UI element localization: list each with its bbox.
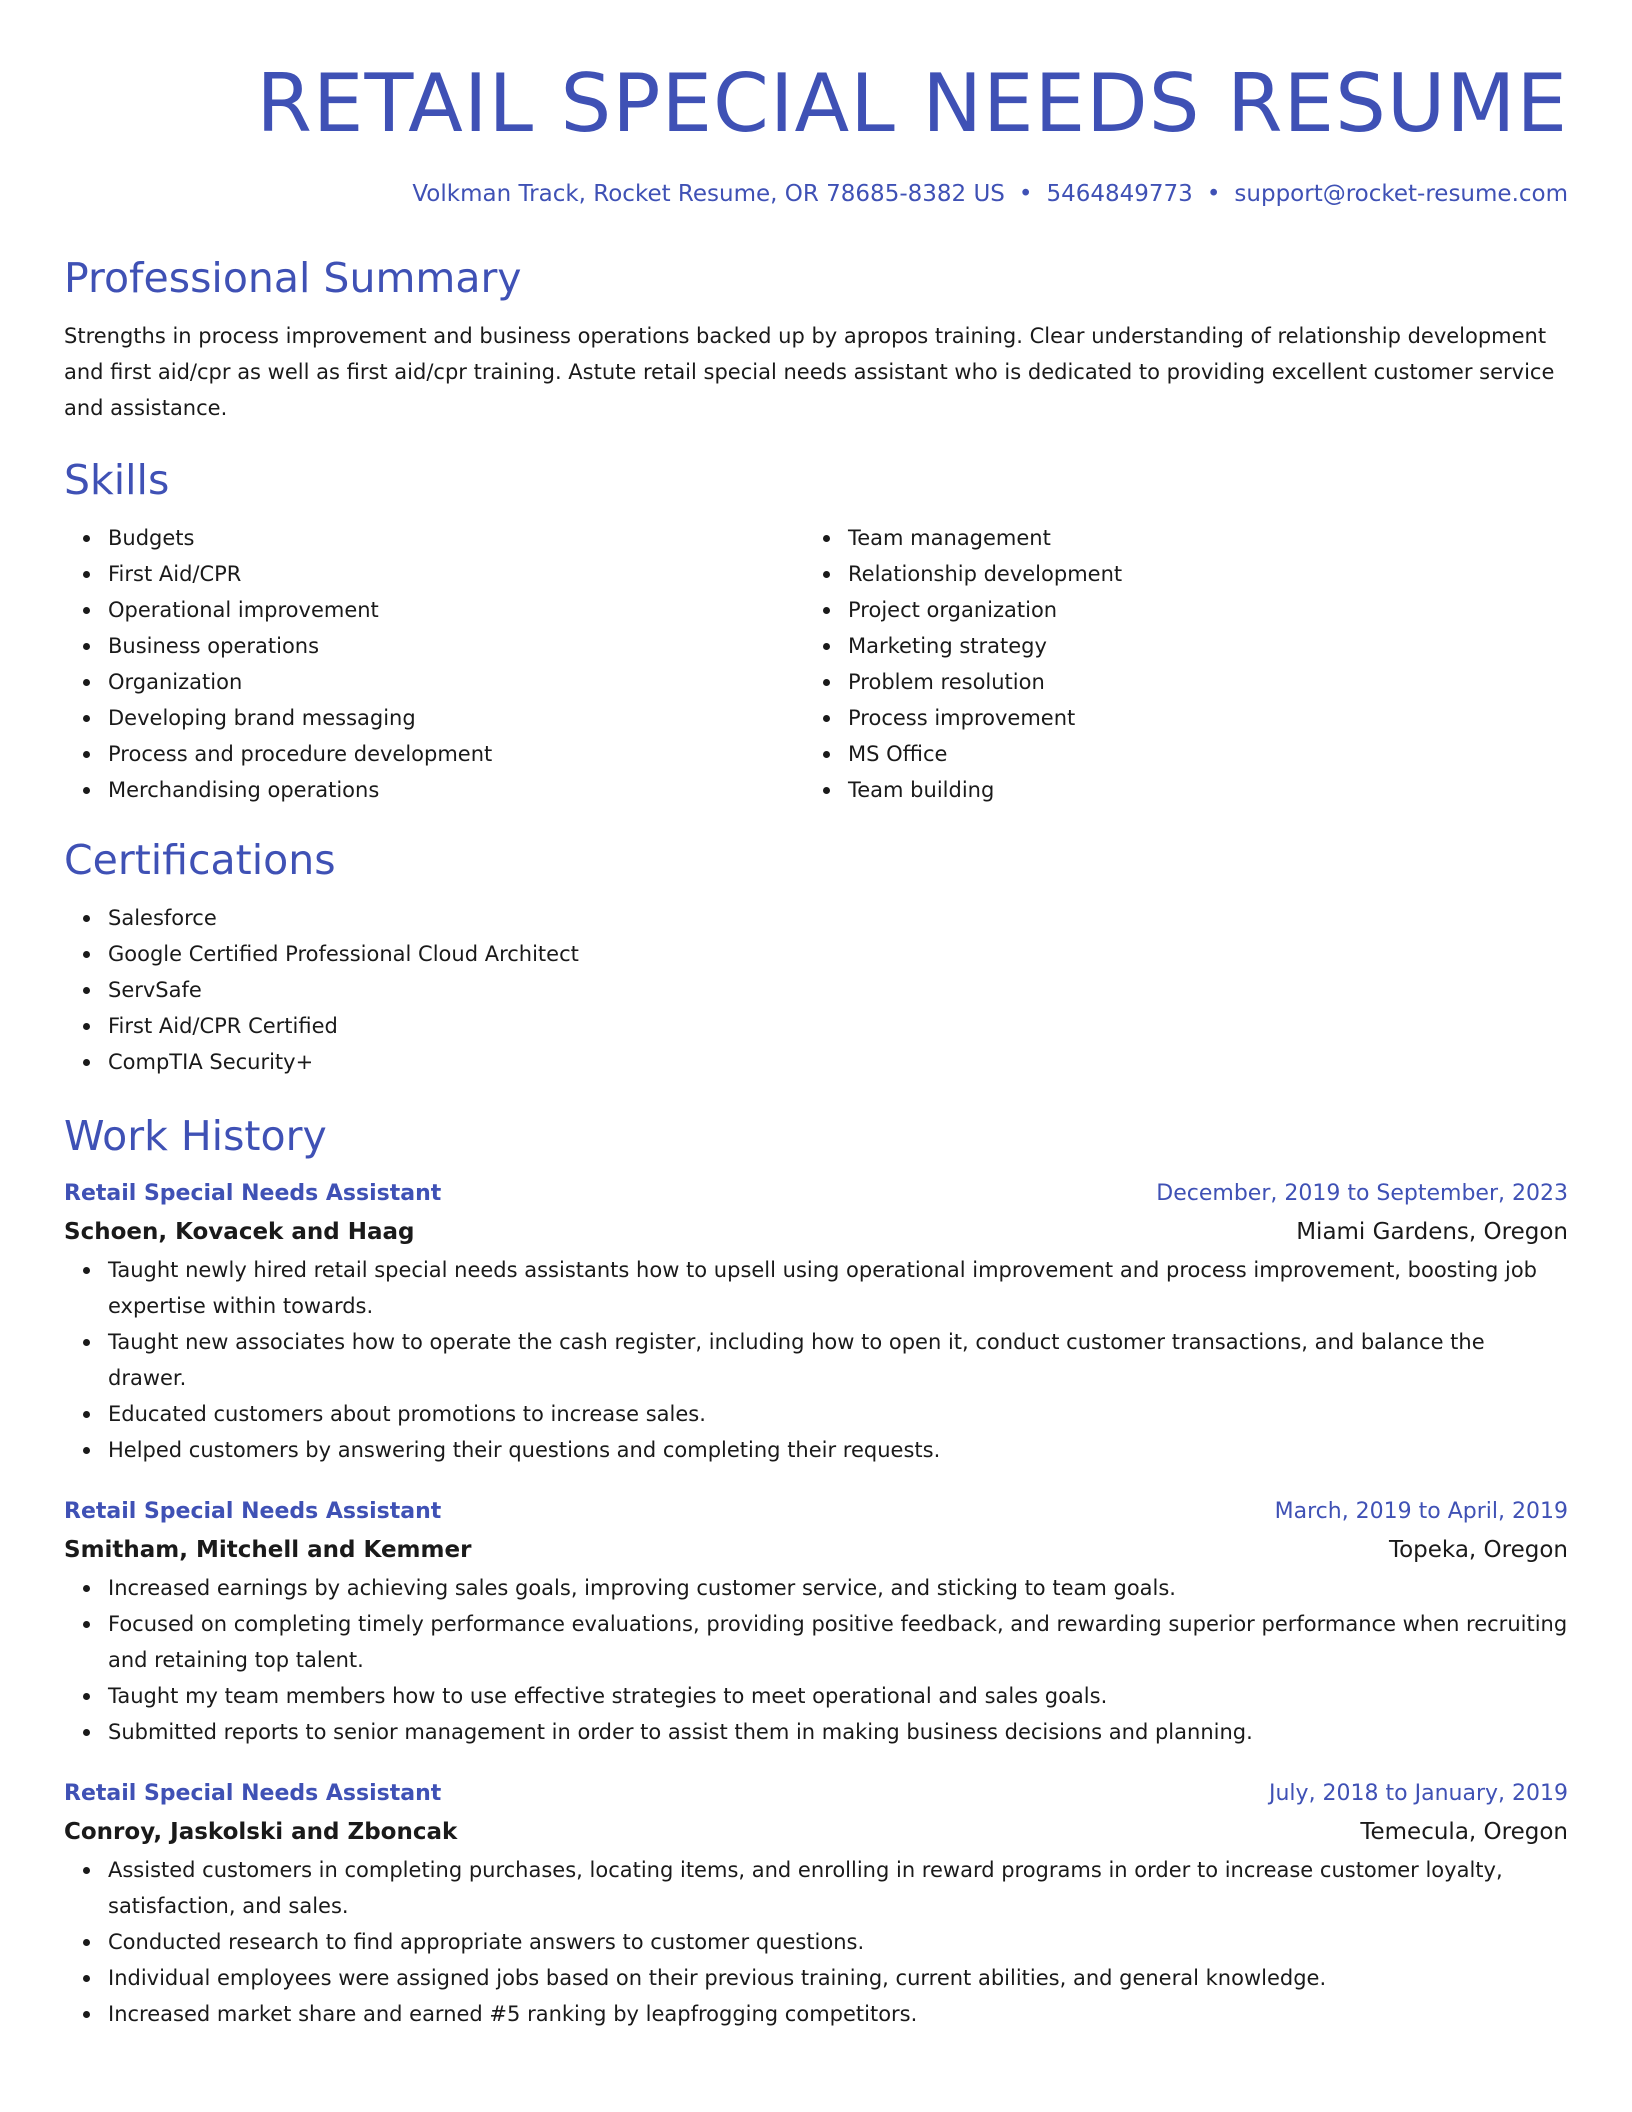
skill-item: Operational improvement: [108, 592, 804, 628]
contact-line: [64, 178, 1568, 210]
certification-item: First Aid/CPR Certified: [108, 1008, 1568, 1044]
contact-separator: •: [1206, 181, 1221, 207]
skill-item: Team building: [848, 772, 1544, 808]
skill-item: Process and procedure development: [108, 736, 804, 772]
skill-item: Merchandising operations: [108, 772, 804, 808]
certification-item: Google Certified Professional Cloud Architect: [108, 936, 1568, 972]
job-dates: July, 2018 to January, 2019: [1269, 1781, 1568, 1806]
job-location: Temecula, Oregon: [1360, 1819, 1568, 1845]
certification-item: ServSafe: [108, 972, 1568, 1008]
skill-item: Team management: [848, 520, 1544, 556]
skill-item: Problem resolution: [848, 664, 1544, 700]
skill-item: Business operations: [108, 628, 804, 664]
job-company: Conroy, Jaskolski and Zboncak: [64, 1819, 458, 1845]
job-title: Retail Special Needs Assistant: [64, 1499, 442, 1524]
resume-title: RETAIL SPECIAL NEEDS RESUME: [256, 57, 1568, 150]
work-history-section: [64, 1110, 1568, 2032]
job-location: Topeka, Oregon: [1388, 1537, 1568, 1563]
job-entry: [64, 1176, 1568, 1468]
job-bullet: Increased earnings by achieving sales goals, improving customer service, and sticking to team goals.: [108, 1570, 1568, 1606]
job-bullet: Submitted reports to senior management in order to assist them in making business decisions and planning.: [108, 1714, 1568, 1750]
skills-left-list: [64, 520, 804, 808]
contact-phone[interactable]: 5464849773: [1046, 181, 1193, 207]
skill-item: First Aid/CPR: [108, 556, 804, 592]
contact-separator: •: [1018, 181, 1033, 207]
job-header: [64, 1494, 1568, 1530]
job-location: Miami Gardens, Oregon: [1296, 1219, 1568, 1245]
job-bullet: Taught newly hired retail special needs assistants how to upsell using operational improvement and process improvement, boosting job expertise within towards.: [108, 1252, 1568, 1324]
job-company: Schoen, Kovacek and Haag: [64, 1219, 415, 1245]
job-bullet: Assisted customers in completing purchases, locating items, and enrolling in reward programs in order to increase customer loyalty, satisfaction, and sales.: [108, 1852, 1568, 1924]
skill-item: Process improvement: [848, 700, 1544, 736]
skills-left-column: [64, 520, 804, 808]
certifications-heading: Certifications: [64, 836, 336, 884]
job-bullet: Conducted research to find appropriate answers to customer questions.: [108, 1924, 1568, 1960]
skill-item: Project organization: [848, 592, 1544, 628]
job-dates: December, 2019 to September, 2023: [1156, 1181, 1568, 1206]
work-history-heading: Work History: [64, 1112, 327, 1160]
job-bullet: Taught my team members how to use effective strategies to meet operational and sales goals.: [108, 1678, 1568, 1714]
job-entry: [64, 1776, 1568, 2032]
job-subheader: [64, 1212, 1568, 1252]
job-company: Smitham, Mitchell and Kemmer: [64, 1537, 472, 1563]
summary-text: Strengths in process improvement and business operations backed up by apropos training. Clear understanding of relationship development and first aid/cpr as well as first aid/cpr training. Astute retail special needs assistant who is dedicated to providing excellent customer service and assistance.: [64, 324, 1555, 420]
skills-columns: [64, 520, 1568, 808]
skills-right-column: [804, 520, 1544, 808]
skill-item: Budgets: [108, 520, 804, 556]
job-subheader: [64, 1812, 1568, 1852]
job-bullet: Focused on completing timely performance evaluations, providing positive feedback, and rewarding superior performance when recruiting and retaining top talent.: [108, 1606, 1568, 1678]
skill-item: Relationship development: [848, 556, 1544, 592]
job-bullet: Taught new associates how to operate the cash register, including how to open it, conduct customer transactions, and balance the drawer.: [108, 1324, 1568, 1396]
skill-item: Organization: [108, 664, 804, 700]
skills-heading: Skills: [64, 456, 170, 504]
summary-heading: Professional Summary: [64, 254, 522, 302]
skills-section: [64, 454, 1568, 808]
job-bullet: Helped customers by answering their questions and completing their requests.: [108, 1432, 1568, 1468]
contact-address: Volkman Track, Rocket Resume, OR 78685-8382 US: [412, 181, 1005, 207]
skills-right-list: [804, 520, 1544, 808]
skill-item: Marketing strategy: [848, 628, 1544, 664]
job-bullet: Individual employees were assigned jobs based on their previous training, current abilities, and general knowledge.: [108, 1960, 1568, 1996]
summary-section: [64, 252, 1568, 426]
job-bullet-list: [64, 1852, 1568, 2032]
skill-item: MS Office: [848, 736, 1544, 772]
job-dates: March, 2019 to April, 2019: [1274, 1499, 1568, 1524]
job-title: Retail Special Needs Assistant: [64, 1181, 442, 1206]
certifications-section: [64, 834, 1568, 1080]
job-entry: [64, 1494, 1568, 1750]
job-bullet: Educated customers about promotions to increase sales.: [108, 1396, 1568, 1432]
job-header: [64, 1176, 1568, 1212]
job-bullet-list: [64, 1570, 1568, 1750]
job-subheader: [64, 1530, 1568, 1570]
job-title: Retail Special Needs Assistant: [64, 1781, 442, 1806]
contact-email[interactable]: support@rocket-resume.com: [1234, 181, 1568, 207]
skill-item: Developing brand messaging: [108, 700, 804, 736]
certification-item: CompTIA Security+: [108, 1044, 1568, 1080]
job-bullet-list: [64, 1252, 1568, 1468]
job-header: [64, 1776, 1568, 1812]
certification-item: Salesforce: [108, 900, 1568, 936]
job-bullet: Increased market share and earned #5 ranking by leapfrogging competitors.: [108, 1996, 1568, 2032]
certifications-list: [64, 900, 1568, 1080]
